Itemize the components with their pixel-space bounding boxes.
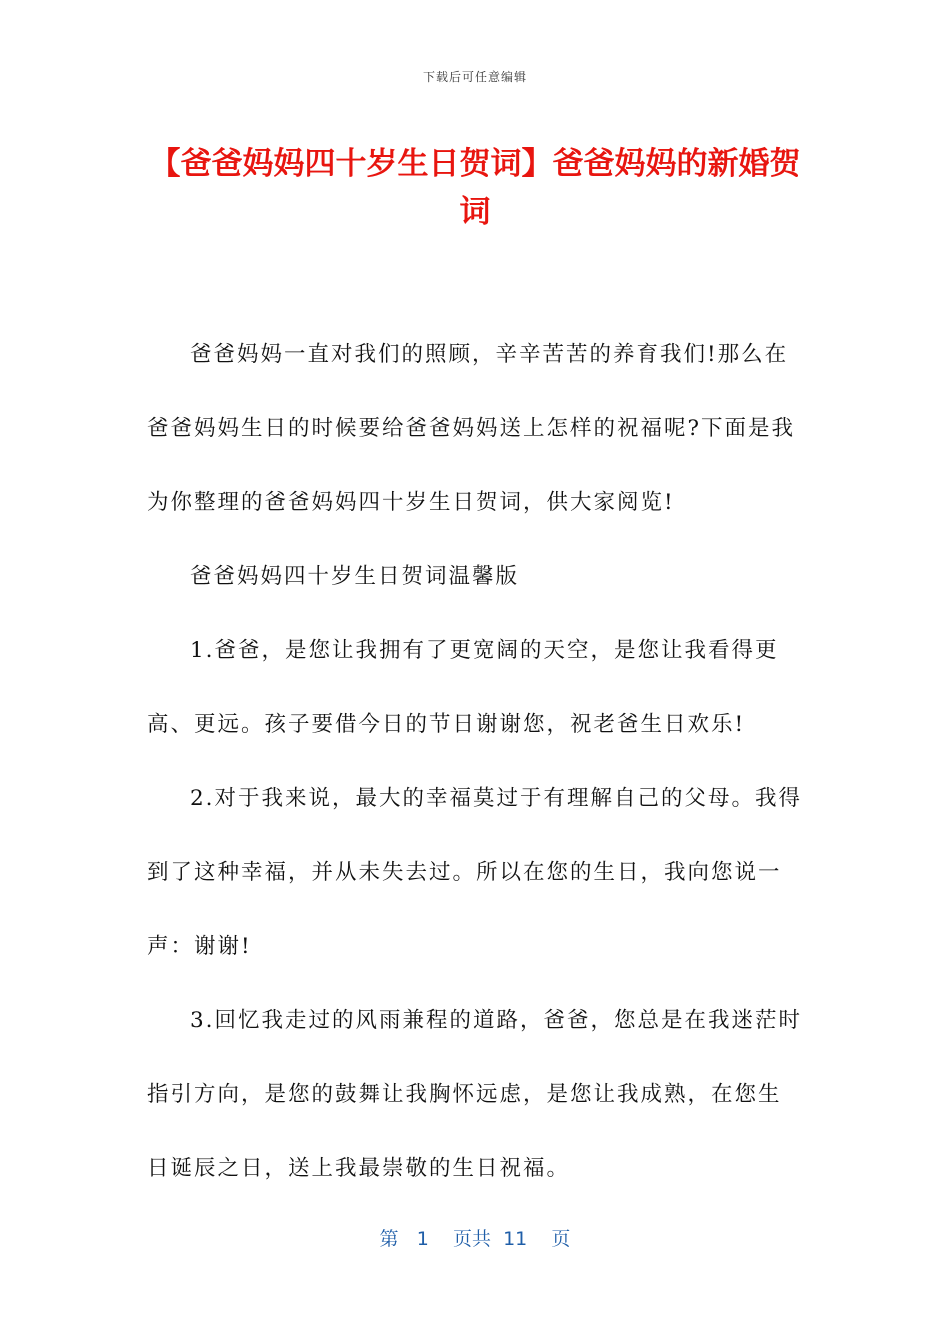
document-body <box>147 318 803 1206</box>
paragraph-item-2: 2.对于我来说，最大的幸福莫过于有理解自己的父母。我得到了这种幸福，并从未失去过。所以在您的生日，我向您说一声：谢谢! <box>147 786 803 959</box>
footer-total-pages: 11 <box>503 1228 528 1250</box>
footer-current-page: 1 <box>416 1228 429 1250</box>
footer-middle: 页共 <box>452 1228 491 1250</box>
paragraph-item-1: 1.爸爸，是您让我拥有了更宽阔的天空，是您让我看得更高、更远。孩子要借今日的节日谢谢您，祝老爸生日欢乐! <box>147 638 779 737</box>
header-note: 下载后可任意编辑 <box>422 70 527 84</box>
footer-suffix: 页 <box>551 1228 571 1250</box>
document-title: 【爸爸妈妈四十岁生日贺词】爸爸妈妈的新婚贺词 <box>149 146 801 230</box>
page-footer <box>0 1224 950 1251</box>
footer-prefix: 第 <box>379 1228 399 1250</box>
paragraph-section-heading: 爸爸妈妈四十岁生日贺词温馨版 <box>190 564 520 589</box>
paragraph-intro: 爸爸妈妈一直对我们的照顾，辛辛苦苦的养育我们!那么在爸爸妈妈生日的时候要给爸爸妈妈送上怎样的祝福呢?下面是我为你整理的爸爸妈妈四十岁生日贺词，供大家阅览! <box>147 342 796 515</box>
paragraph-item-3: 3.回忆我走过的风雨兼程的道路，爸爸，您总是在我迷茫时指引方向，是您的鼓舞让我胸怀远虑，是您让我成熟，在您生日诞辰之日，送上我最崇敬的生日祝福。 <box>147 1008 803 1181</box>
